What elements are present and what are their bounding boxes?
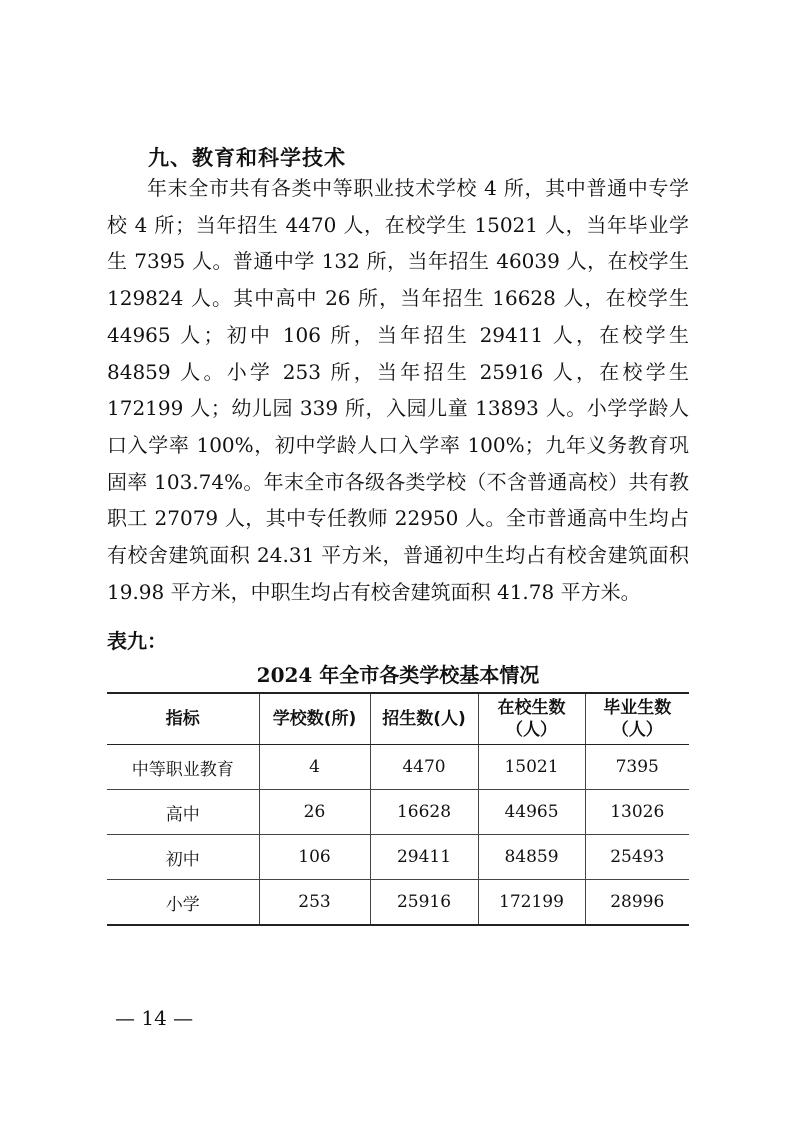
cell-graduates: 28996 [585, 880, 689, 926]
cell-graduates: 13026 [585, 790, 689, 835]
cell-school-count: 26 [259, 790, 370, 835]
cell-school-count: 253 [259, 880, 370, 926]
cell-indicator: 小学 [107, 880, 259, 926]
table-label: 表九： [107, 629, 167, 653]
cell-students: 15021 [478, 745, 585, 790]
header-indicator: 指标 [107, 693, 259, 745]
cell-school-count: 106 [259, 835, 370, 880]
cell-students: 44965 [478, 790, 585, 835]
cell-school-count: 4 [259, 745, 370, 790]
table-row [107, 880, 689, 926]
table-row [107, 790, 689, 835]
cell-indicator: 高中 [107, 790, 259, 835]
school-statistics-table [107, 692, 689, 926]
cell-enrollment: 4470 [370, 745, 478, 790]
cell-graduates: 25493 [585, 835, 689, 880]
table-row [107, 745, 689, 790]
cell-indicator: 中等职业教育 [107, 745, 259, 790]
table-header-row [107, 693, 689, 745]
page-number: — 14 — [115, 1006, 194, 1030]
header-graduates: 毕业生数（人） [585, 693, 689, 745]
cell-enrollment: 25916 [370, 880, 478, 926]
body-paragraph: 年末全市共有各类中等职业技术学校 4 所，其中普通中专学校 4 所；当年招生 4470 人，在校学生 15021 人，当年毕业学生 7395 人。普通中学 132 所，当年招生 46039 人，在校学生 129824 人。其中高中 26 所，当年招生 16628 人，在校学生 44965 人；初中 106 所，当年招生 29411 人，在校学生 84859 人。小学 253 所，当年招生 25916 人，在校学生 172199 人；幼儿园 339 所，入园儿童 13893 人。小学学龄人口入学率 100%，初中学龄人口入学率 100%；九年义务教育巩固率 103.74%。年末全市各级各类学校（不含普通高校）共有教职工 27079 人，其中专任教师 22950 人。全市普通高中生均占有校舍建筑面积 24.31 平方米，普通初中生均占有校舍建筑面积 19.98 平方米，中职生均占有校舍建筑面积 41.78 平方米。 [107, 176, 689, 604]
cell-students: 172199 [478, 880, 585, 926]
cell-students: 84859 [478, 835, 585, 880]
table-caption: 2024 年全市各类学校基本情况 [256, 663, 540, 687]
section-heading: 九、教育和科学技术 [148, 146, 346, 170]
cell-graduates: 7395 [585, 745, 689, 790]
cell-enrollment: 29411 [370, 835, 478, 880]
header-school-count: 学校数(所) [259, 693, 370, 745]
table-row [107, 835, 689, 880]
header-students: 在校生数（人） [478, 693, 585, 745]
header-enrollment: 招生数(人) [370, 693, 478, 745]
cell-enrollment: 16628 [370, 790, 478, 835]
cell-indicator: 初中 [107, 835, 259, 880]
